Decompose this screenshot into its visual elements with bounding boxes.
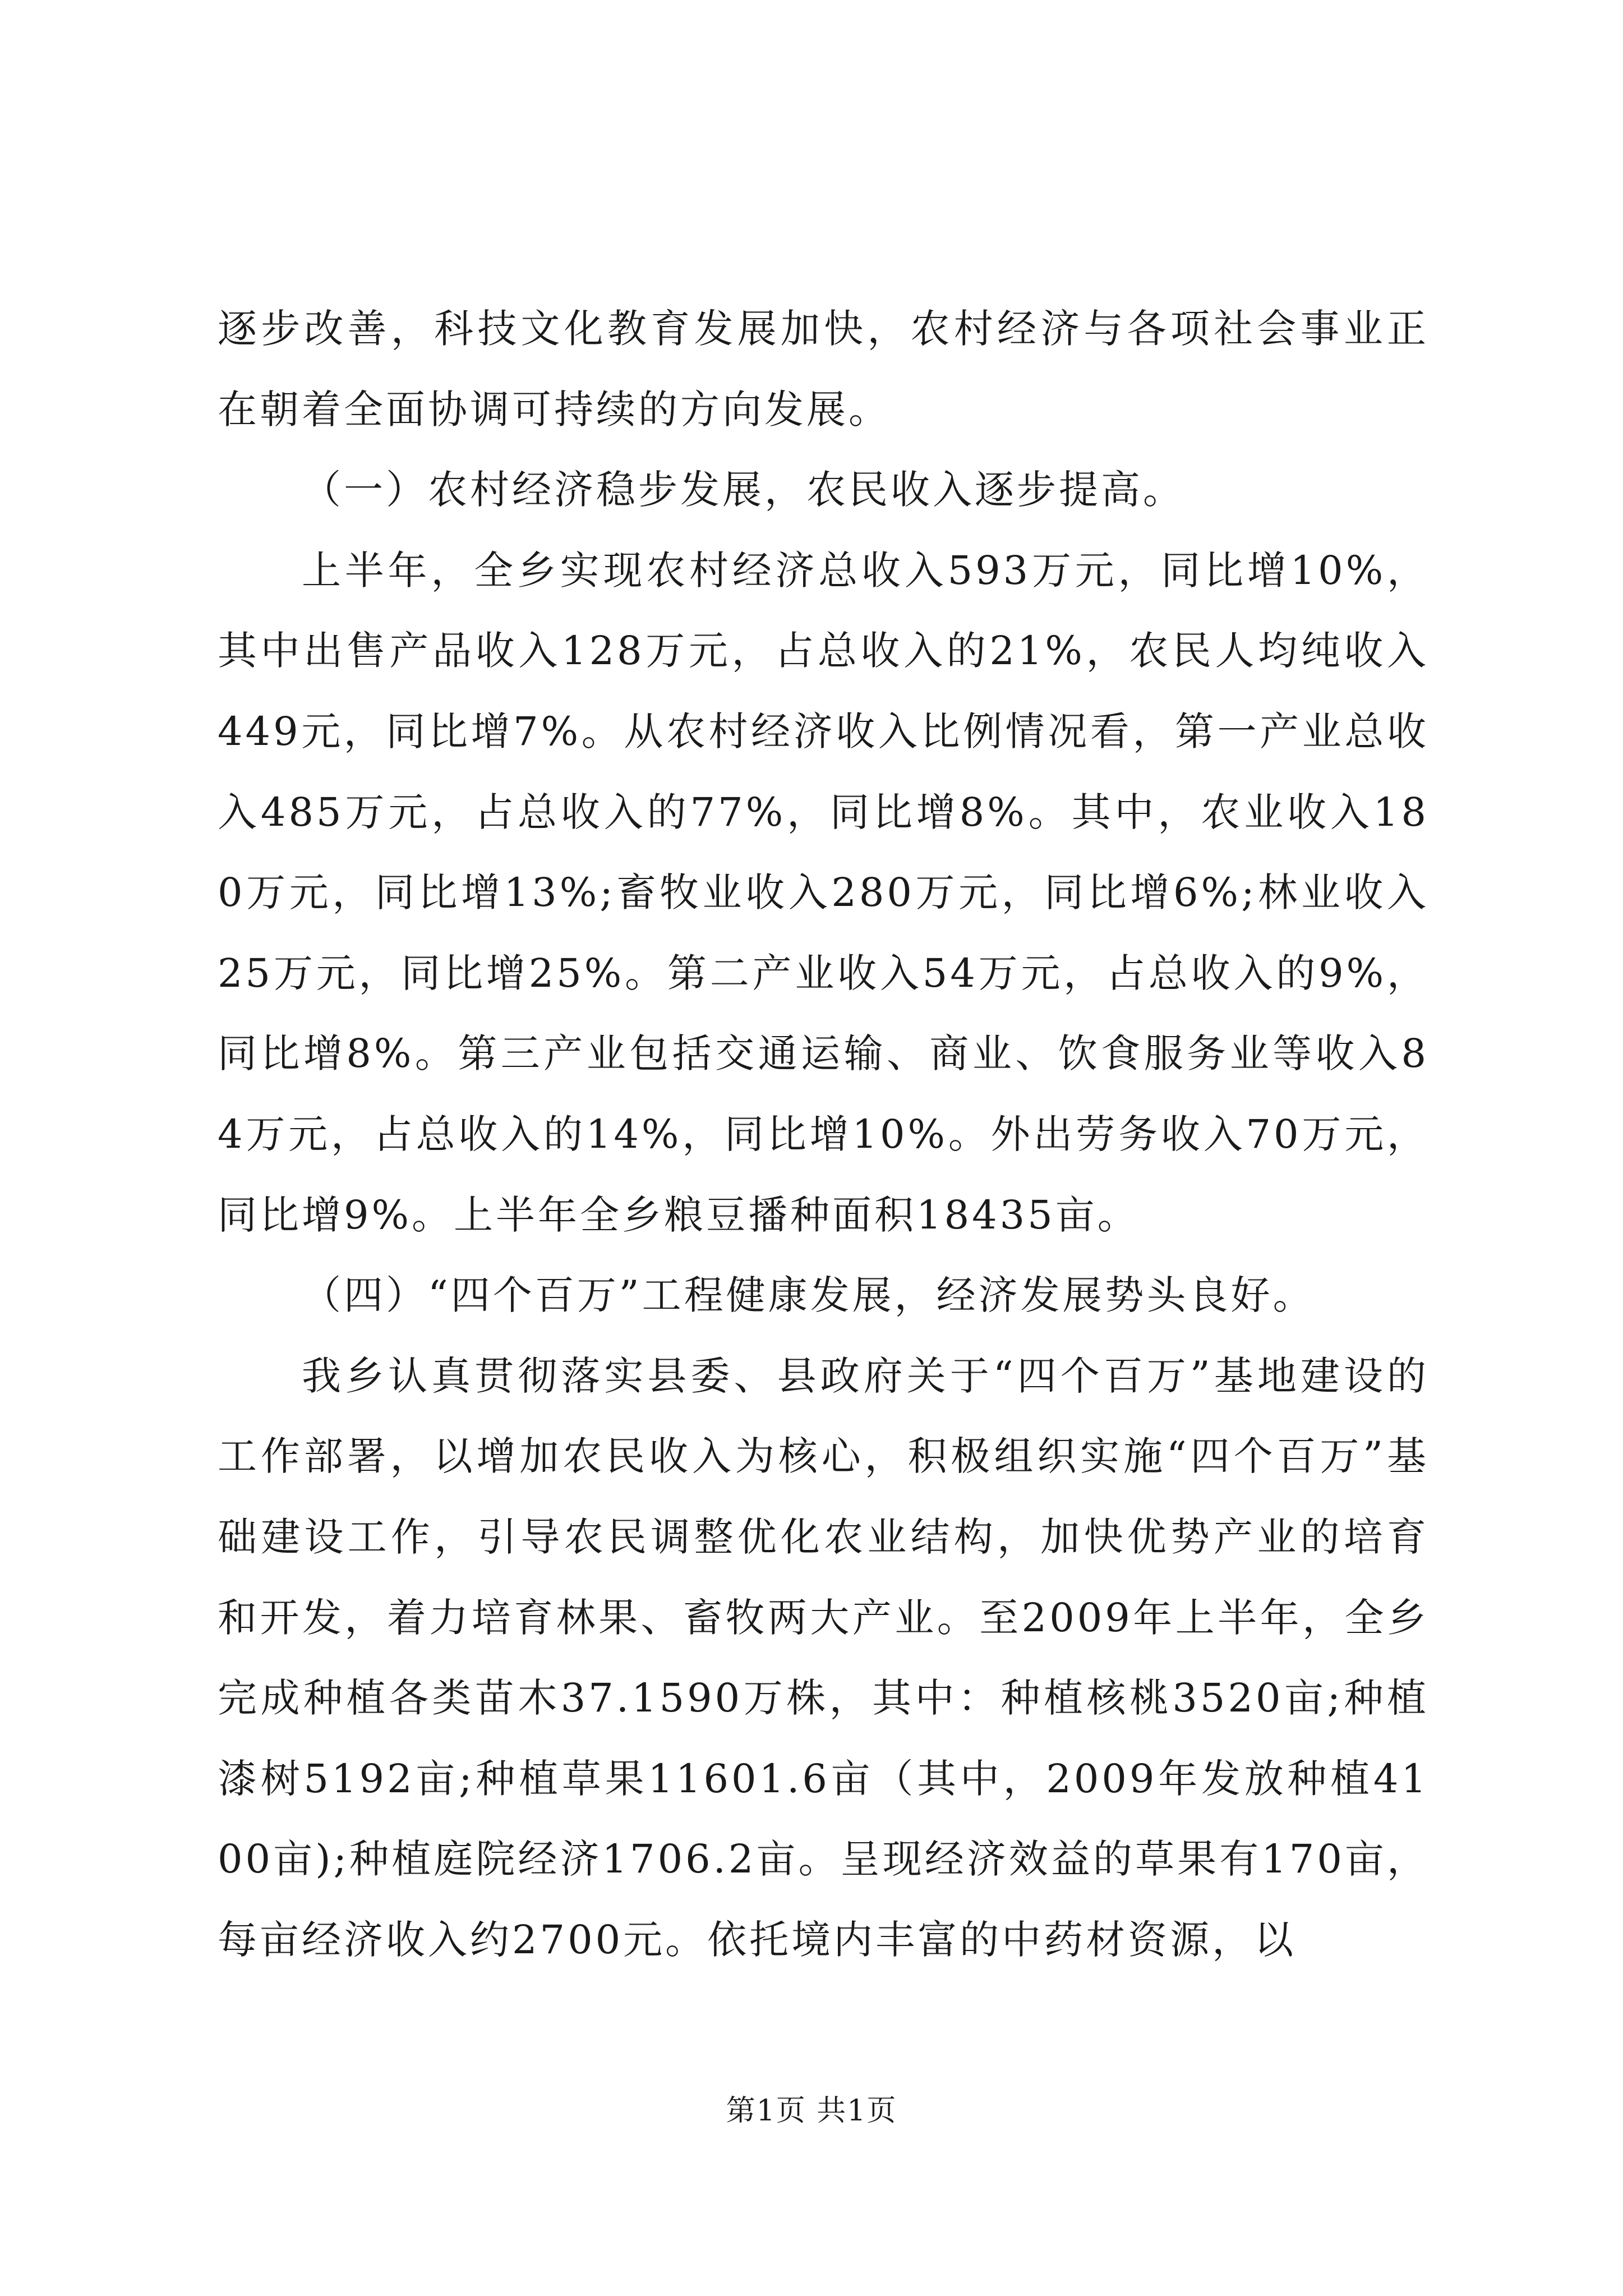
section-heading-4: （四）“四个百万”工程健康发展，经济发展势头良好。 [302,1272,1315,1319]
paragraph-four-million-project: 我乡认真贯彻落实县委、县政府关于“四个百万”基地建设的工作部署，以增加农民收入为核心，积极组织实施“四个百万”基础建设工作，引导农民调整优化农业结构，加快优势产业的培育和开发，着力培育林果、畜牧两大产业。至2009年上半年，全乡完成种植各类苗木37.1590万株，其中：种植核桃3520亩;种植漆树5192亩;种植草果11601.6亩（其中，2009年发放种植4100亩);种植庭院经济1706.2亩。呈现经济效益的草果有170亩，每亩经济收入约2700元。依托境内丰富的中药材资源，以 [218,1352,1429,1963]
document-body [218,289,1429,1980]
page-footer: 第1页 共1页 [726,2094,897,2128]
paragraph-continuation: 逐步改善，科技文化教育发展加快，农村经济与各项社会事业正在朝着全面协调可持续的方向发展。 [218,306,1429,432]
paragraph-economy-income: 上半年，全乡实现农村经济总收入593万元，同比增10%，其中出售产品收入128万元，占总收入的21%，农民人均纯收入449元，同比增7%。从农村经济收入比例情况看，第一产业总收入485万元，占总收入的77%，同比增8%。其中，农业收入180万元，同比增13%;畜牧业收入280万元，同比增6%;林业收入25万元，同比增25%。第二产业收入54万元，占总收入的9%，同比增8%。第三产业包括交通运输、商业、饮食服务业等收入84万元，占总收入的14%，同比增10%。外出劳务收入70万元，同比增9%。上半年全乡粮豆播种面积18435亩。 [218,547,1429,1238]
section-heading-1: （一）农村经济稳步发展，农民收入逐步提高。 [302,467,1185,513]
